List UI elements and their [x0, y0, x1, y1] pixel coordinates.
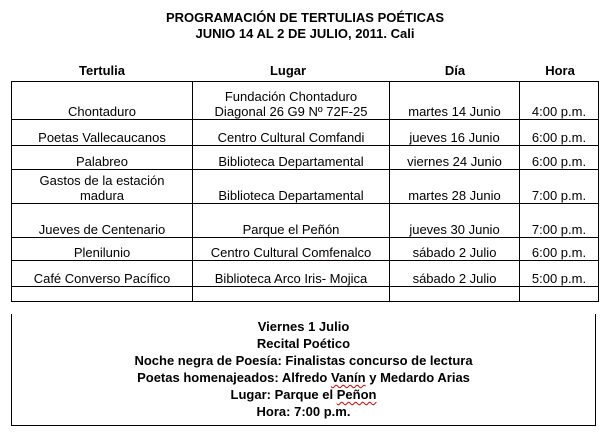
table-row [12, 146, 599, 170]
cell-lugar-line2: Diagonal 26 G9 Nº 72F-25 [214, 104, 368, 119]
cell-hora: 7:00 p.m. [520, 204, 599, 238]
cell-hora: 4:00 p.m. [520, 82, 599, 120]
cell-hora: 6:00 p.m. [520, 120, 599, 146]
cell-tertulia [12, 170, 193, 204]
cell-lugar [193, 238, 390, 261]
cell-tertulia-line2: madura [79, 188, 125, 203]
page-title: PROGRAMACIÓN DE TERTULIAS POÉTICAS [165, 10, 445, 25]
footer-honorees-text: Poetas homenajeados: Alfredo [137, 370, 331, 385]
footer-place-text: Lugar: Parque el [230, 387, 337, 402]
cell-lugar: Biblioteca Departamental [193, 170, 390, 204]
cell-tertulia-line1: Gastos de la estación [39, 173, 165, 188]
cell-dia: martes 28 Junio [390, 170, 520, 204]
page-subtitle: JUNIO 14 AL 2 DE JULIO, 2011. Cali [195, 26, 415, 41]
footer-honorees-text-end: y Medardo Arias [365, 370, 470, 385]
header-dia: Día [444, 63, 466, 78]
cell-lugar [193, 82, 390, 120]
cell-dia: martes 14 Junio [390, 82, 520, 120]
table-row [12, 82, 599, 120]
cell-hora: 6:00 p.m. [520, 238, 599, 261]
table-row [12, 238, 599, 261]
cell-hora: 5:00 p.m. [520, 261, 599, 287]
header-hora: Hora [545, 63, 575, 78]
cell-lugar-line1: Fundación Chontaduro [224, 89, 358, 104]
table-row-empty [12, 287, 599, 302]
cell-tertulia: Palabreo [12, 146, 193, 170]
cell-tertulia: Chontaduro [12, 82, 193, 120]
schedule-table [11, 81, 599, 302]
table-row [12, 204, 599, 238]
footer-event: Recital Poético [256, 336, 351, 351]
header-lugar: Lugar [269, 63, 307, 78]
cell-dia: sábado 2 Julio [390, 261, 520, 287]
cell-dia: jueves 16 Junio [390, 120, 520, 146]
spellcheck-word: Mojica [329, 271, 368, 286]
footer-place [12, 386, 595, 403]
spellcheck-word: Vanín [330, 370, 366, 385]
cell-dia: sábado 2 Julio [390, 238, 520, 261]
header-tertulia: Tertulia [79, 63, 125, 78]
cell-lugar: Biblioteca Departamental [193, 146, 390, 170]
table-row [12, 261, 599, 287]
cell-empty [390, 287, 520, 302]
cell-tertulia: Plenilunio [12, 238, 193, 261]
cell-empty [12, 287, 193, 302]
cell-hora: 6:00 p.m. [520, 146, 599, 170]
table-row [12, 170, 599, 204]
spellcheck-word: Comfenalco [301, 245, 372, 260]
cell-lugar: Centro Cultural Comfandi [193, 120, 390, 146]
cell-tertulia: Poetas Vallecaucanos [12, 120, 193, 146]
cell-lugar [193, 261, 390, 287]
cell-dia: jueves 30 Junio [390, 204, 520, 238]
cell-lugar-text: Biblioteca Arco Iris- [214, 271, 330, 286]
footer-honorees [12, 369, 595, 386]
cell-lugar-text: Centro Cultural [210, 245, 302, 260]
spellcheck-word: Peñon [336, 387, 377, 402]
cell-tertulia: Café Converso Pacífico [12, 261, 193, 287]
footer-description: Noche negra de Poesía: Finalistas concurso de lectura [134, 353, 473, 368]
cell-dia: viernes 24 Junio [390, 146, 520, 170]
cell-hora: 7:00 p.m. [520, 170, 599, 204]
cell-tertulia: Jueves de Centenario [12, 204, 193, 238]
footer-date: Viernes 1 Julio [257, 319, 350, 334]
recital-footer [11, 314, 596, 426]
cell-empty [193, 287, 390, 302]
table-row [12, 120, 599, 146]
cell-lugar: Parque el Peñón [193, 204, 390, 238]
footer-time: Hora: 7:00 p.m. [256, 404, 351, 419]
cell-empty [520, 287, 599, 302]
